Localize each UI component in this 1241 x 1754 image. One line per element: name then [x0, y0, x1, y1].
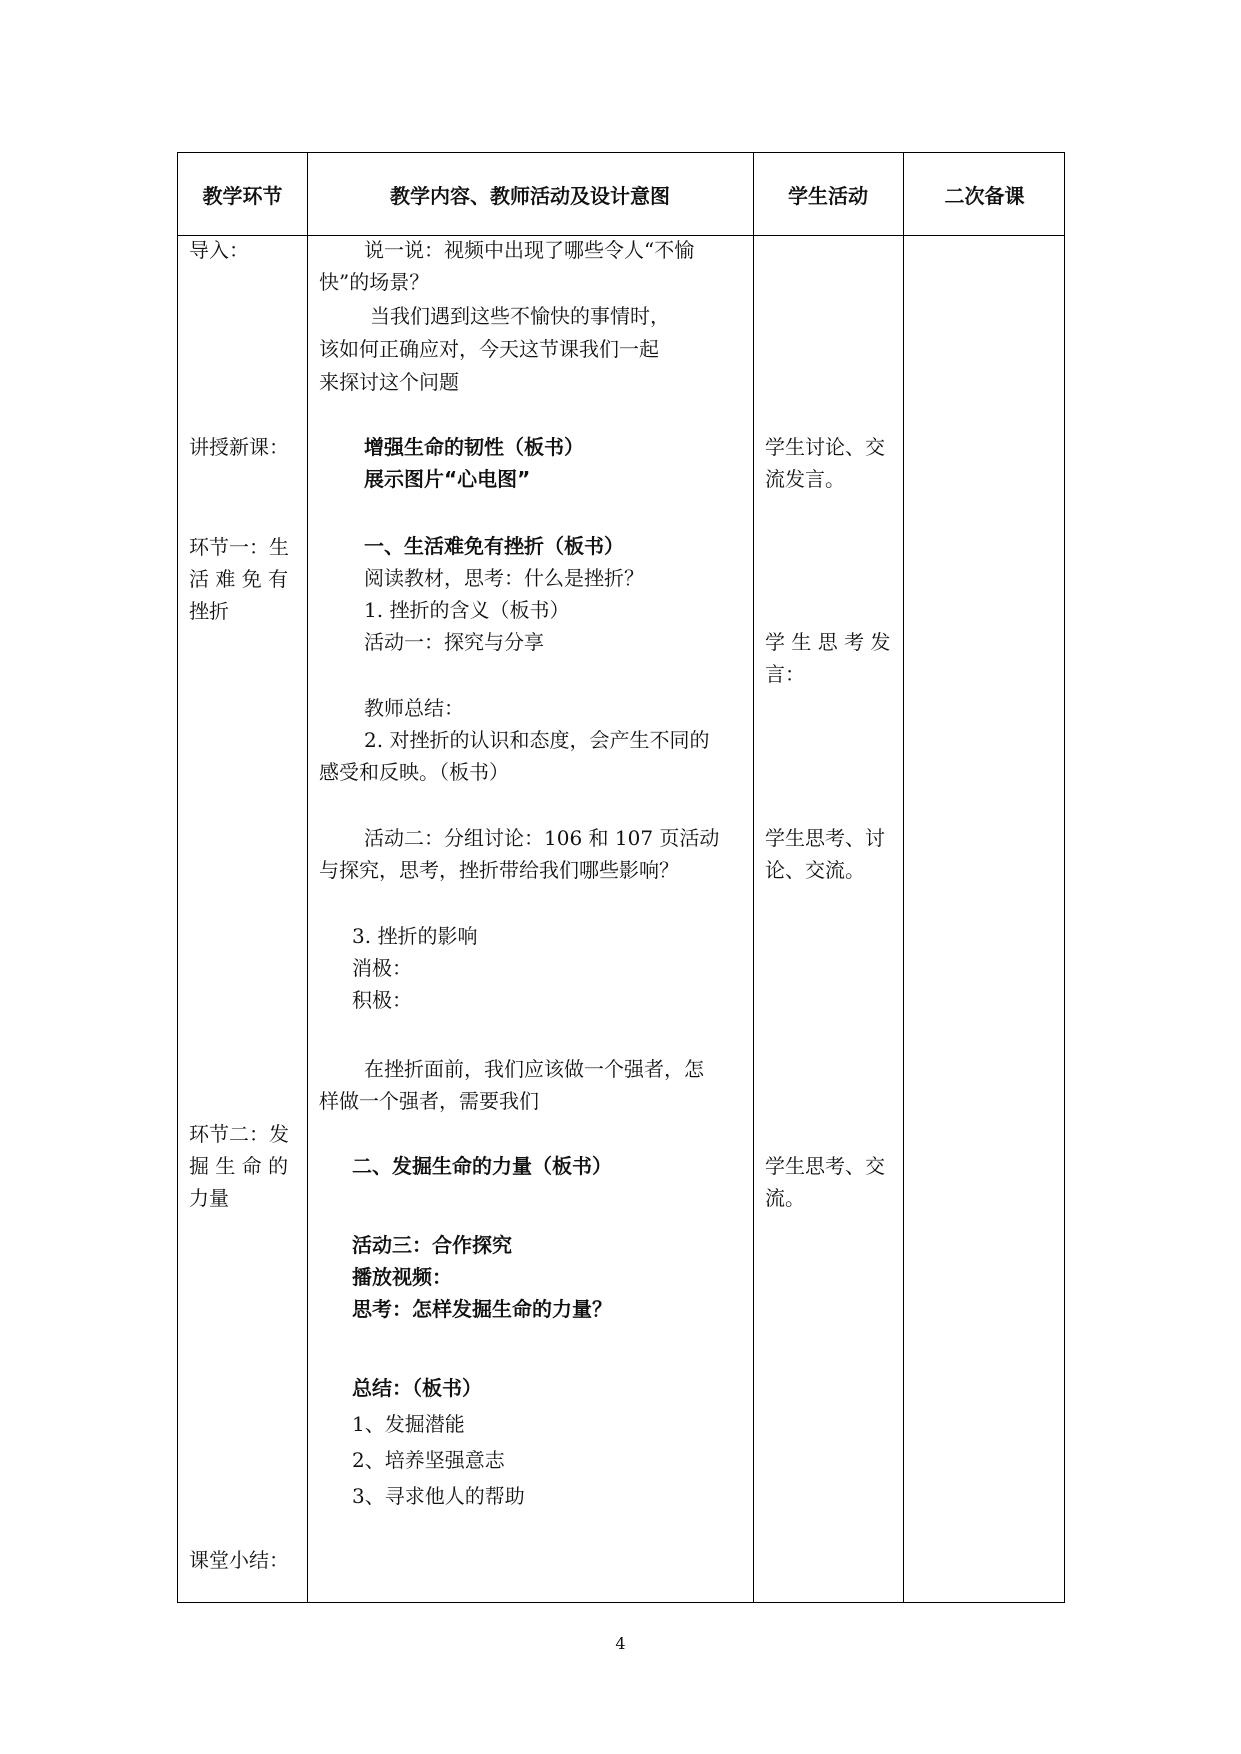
- content-line: 当我们遇到这些不愉快的事情时，: [370, 304, 670, 328]
- student-activity-line: 论、交流。: [765, 858, 865, 882]
- content-line: 消极：: [352, 956, 412, 980]
- column-divider: [903, 153, 904, 1602]
- content-line: 与探究，思考，挫折带给我们哪些影响？: [319, 858, 679, 882]
- content-line: 教师总结：: [364, 696, 464, 720]
- content-heading: 增强生命的韧性（板书）: [364, 435, 584, 459]
- student-activity-line: 学生思考、交: [765, 1154, 885, 1178]
- content-line: 3、寻求他人的帮助: [352, 1484, 525, 1508]
- content-line: 样做一个强者，需要我们: [319, 1089, 539, 1113]
- content-line: 积极：: [352, 988, 412, 1012]
- content-heading: 二、发掘生命的力量（板书）: [352, 1154, 612, 1178]
- content-line: 来探讨这个问题: [319, 370, 459, 394]
- stage-segment-2-line1: 环节二：发: [189, 1122, 289, 1146]
- stage-intro: 导入：: [189, 238, 249, 262]
- header-student-activity: 学生活动: [788, 183, 868, 208]
- stage-segment-1-line3: 挫折: [189, 599, 229, 623]
- student-activity-line: 学生讨论、交: [765, 435, 885, 459]
- student-activity-line: 学生思考、讨: [765, 826, 885, 850]
- stage-segment-2-line3: 力量: [189, 1186, 229, 1210]
- stage-summary: 课堂小结：: [189, 1548, 289, 1572]
- page-number: 4: [615, 1634, 626, 1653]
- content-line: 2. 对挫折的认识和态度，会产生不同的: [364, 728, 710, 752]
- stage-segment-1-line1: 环节一：生: [189, 535, 289, 559]
- stage-segment-1-line2: 活 难 免 有: [189, 567, 289, 591]
- content-heading: 总结：（板书）: [352, 1376, 482, 1400]
- header-teaching-stage: 教学环节: [202, 183, 283, 208]
- column-divider: [307, 153, 308, 1602]
- content-line: 1. 挫折的含义（板书）: [364, 598, 570, 622]
- student-activity-line: 学 生 思 考 发: [765, 630, 891, 654]
- student-activity-line: 流发言。: [765, 467, 845, 491]
- content-heading: 播放视频：: [352, 1265, 452, 1289]
- content-heading: 展示图片“心电图”: [364, 467, 531, 491]
- stage-segment-2-line2: 掘 生 命 的: [189, 1154, 289, 1178]
- content-line: 1、发掘潜能: [352, 1412, 465, 1436]
- stage-new-lesson: 讲授新课：: [189, 435, 289, 459]
- content-line: 3. 挫折的影响: [352, 924, 478, 948]
- content-line: 在挫折面前，我们应该做一个强者，怎: [364, 1057, 704, 1081]
- header-second-prep: 二次备课: [944, 183, 1025, 208]
- content-line: 该如何正确应对，今天这节课我们一起: [319, 337, 659, 361]
- content-line: 活动二：分组讨论：106 和 107 页活动: [364, 826, 720, 850]
- content-line: 感受和反映。（板书）: [319, 760, 509, 784]
- header-teaching-content: 教学内容、教师活动及设计意图: [390, 183, 670, 208]
- content-line: 说一说：视频中出现了哪些令人“不愉: [364, 238, 695, 262]
- content-heading: 思考：怎样发掘生命的力量？: [352, 1297, 612, 1321]
- content-line: 活动一：探究与分享: [364, 630, 544, 654]
- student-activity-line: 流。: [765, 1186, 805, 1210]
- column-divider: [753, 153, 754, 1602]
- content-line: 快”的场景？: [319, 270, 430, 294]
- content-line: 阅读教材，思考：什么是挫折？: [364, 566, 644, 590]
- content-heading: 活动三：合作探究: [352, 1233, 512, 1257]
- content-line: 2、培养坚强意志: [352, 1448, 505, 1472]
- content-heading: 一、生活难免有挫折（板书）: [364, 534, 624, 558]
- student-activity-line: 言：: [765, 662, 805, 686]
